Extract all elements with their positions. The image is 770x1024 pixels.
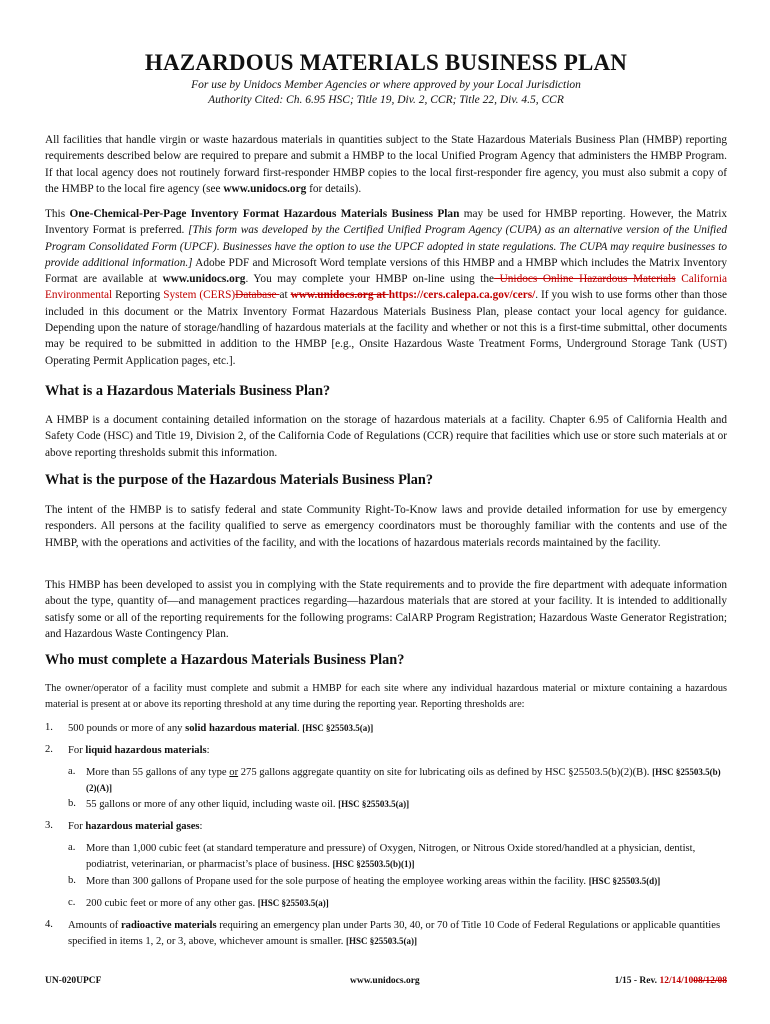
threshold-liquid-a: More than 55 gallons of any type or 275 gallons aggregate quantity on site for lubricating oils as defined by HSC §25503.5(b)(2)(B). [HSC §25503.5(b)(2)(A)] <box>86 767 721 793</box>
list-letter-2a: a. <box>68 766 76 777</box>
list-letter-3b: b. <box>68 875 76 886</box>
list-number-3: 3. <box>45 820 53 831</box>
subtitle-authority: Authority Cited: Ch. 6.95 HSC; Title 19, Div. 2, CCR; Title 22, Div. 4.5, CCR <box>208 94 564 106</box>
footer-form-id: UN-020UPCF <box>45 976 102 986</box>
threshold-radioactive: Amounts of radioactive materials requiring an emergency plan under Parts 30, 40, or 70 of Title 10 Code of Federal Regulations or applicable quantities specified in items 1, 2, or 3, above, whichever amount is smaller. [HSC §25503.5(a)] <box>68 920 721 947</box>
subtitle-use: For use by Unidocs Member Agencies or where approved by your Local Jurisdiction <box>191 79 581 91</box>
list-letter-3c: c. <box>68 897 76 908</box>
footer-website: www.unidocs.org <box>350 976 420 986</box>
cers-link[interactable]: https://cers.calepa.ca.gov/cers/ <box>388 289 536 302</box>
list-letter-3a: a. <box>68 842 76 853</box>
format-paragraph: This One-Chemical-Per-Page Inventory Format Hazardous Materials Business Plan may be used for HMBP reporting. However, the Matrix Inventory Format is preferred. [This form was developed by the Certified Unified Program Agency (CUPA) as an alternative version of the Unified Program Consolidated Form (UPCF). Businesses have the option to use the UPCF adopted in state regulations. The CUPA may require businesses to provide additional information.] Adobe PDF and Microsoft Word template versions of this HMBP and a HMBP which includes the Matrix Inventory Format are available at www.unidocs.org. You may complete your HMBP on-line using the Unidocs Online Hazardous Materials California Environmental Reporting System (CERS)Database at www.unidocs.org at https://cers.calepa.ca.gov/cers/. If you wish to use forms other than those included in this document or the Matrix Inventory Format Hazardous Materials Business Plan, please contact your local agency for guidance. Depending upon the nature of storage/handling of hazardous materials at the facility and whether or not this is a first-time submittal, other documents may be required to be submitted in addition to the HMBP [e.g., Onsite Hazardous Waste Treatment Forms, Underground Storage Tank (UST) Operating Permit Application pages, etc.]. <box>45 208 728 367</box>
who-paragraph: The owner/operator of a facility must complete and submit a HMBP for each site where any individual hazardous material or mixture containing a hazardous material is present at or above its reporting threshold at any time during the reporting year. Reporting thresholds are: <box>45 683 727 710</box>
threshold-gases: For hazardous material gases: <box>68 821 203 832</box>
heading-purpose: What is the purpose of the Hazardous Materials Business Plan? <box>45 472 434 488</box>
heading-what-is: What is a Hazardous Materials Business Plan? <box>45 383 331 399</box>
threshold-gases-c: 200 cubic feet or more of any other gas. [HSC §25503.5(a)] <box>86 898 329 909</box>
intro-paragraph: All facilities that handle virgin or waste hazardous materials in quantities subject to the State Hazardous Materials Business Plan (HMBP) reporting requirements described below are required to prepare and submit a HMBP to the local Unified Program Agency that administers the HMBP Program. If that local agency does not routinely forward first-responder HMBP copies to the local first-responder fire agency, you must also submit a copy of the HMBP to the local fire agency (see www.unidocs.org for details). <box>45 134 727 195</box>
list-number-1: 1. <box>45 722 53 733</box>
unidocs-link[interactable]: www.unidocs.org <box>223 182 307 195</box>
threshold-liquid: For liquid hazardous materials: <box>68 745 210 756</box>
unidocs-link-2[interactable]: www.unidocs.org <box>162 273 246 286</box>
purpose-paragraph-1: The intent of the HMBP is to satisfy federal and state Community Right-To-Know laws and provide detailed information for use by emergency responders. All persons at the facility qualified to serve as emergency coordinators must be thoroughly familiar with the contents and use of the HMBP, with the operations and activities of the facility, and with the locations of hazardous materials records maintained by the facility. <box>45 504 727 549</box>
threshold-gases-b: More than 300 gallons of Propane used for the sole purpose of heating the employee working areas within the facility. [HSC §25503.5(d)] <box>86 876 661 887</box>
list-number-4: 4. <box>45 919 53 930</box>
threshold-solid: 500 pounds or more of any solid hazardous material. [HSC §25503.5(a)] <box>68 723 374 734</box>
threshold-liquid-b: 55 gallons or more of any other liquid, including waste oil. [HSC §25503.5(a)] <box>86 799 410 810</box>
heading-who: Who must complete a Hazardous Materials Business Plan? <box>45 652 405 668</box>
list-number-2: 2. <box>45 744 53 755</box>
list-letter-2b: b. <box>68 798 76 809</box>
purpose-paragraph-2: This HMBP has been developed to assist you in complying with the State requirements and to provide the fire department with adequate information about the type, quantity of—and management practices regarding—hazardous materials that are stored at your facility. It is intended to additionally satisfy some or all of the reporting requirements for the following programs: CalARP Program Registration; Hazardous Waste Generator Registration; and Hazardous Waste Contingency Plan. <box>45 579 727 640</box>
what-is-paragraph: A HMBP is a document containing detailed information on the storage of hazardous materials at a facility. Chapter 6.95 of California Health and Safety Code (HSC) and Title 19, Division 2, of the California Code of Regulations (CCR) require that facilities which use or store such materials at or above reporting thresholds submit this information. <box>45 414 727 459</box>
threshold-gases-a: More than 1,000 cubic feet (at standard temperature and pressure) of Oxygen, Nitrogen, or Nitrous Oxide stored/handled at a physician, dentist, podiatrist, veterinarian, or pharmacist’s place of business. [HSC §25503.5(b)(1)] <box>86 843 696 870</box>
document-title: HAZARDOUS MATERIALS BUSINESS PLAN <box>144 50 628 75</box>
footer-revision: 1/15 - Rev. 12/14/1008/12/08 <box>614 976 727 986</box>
